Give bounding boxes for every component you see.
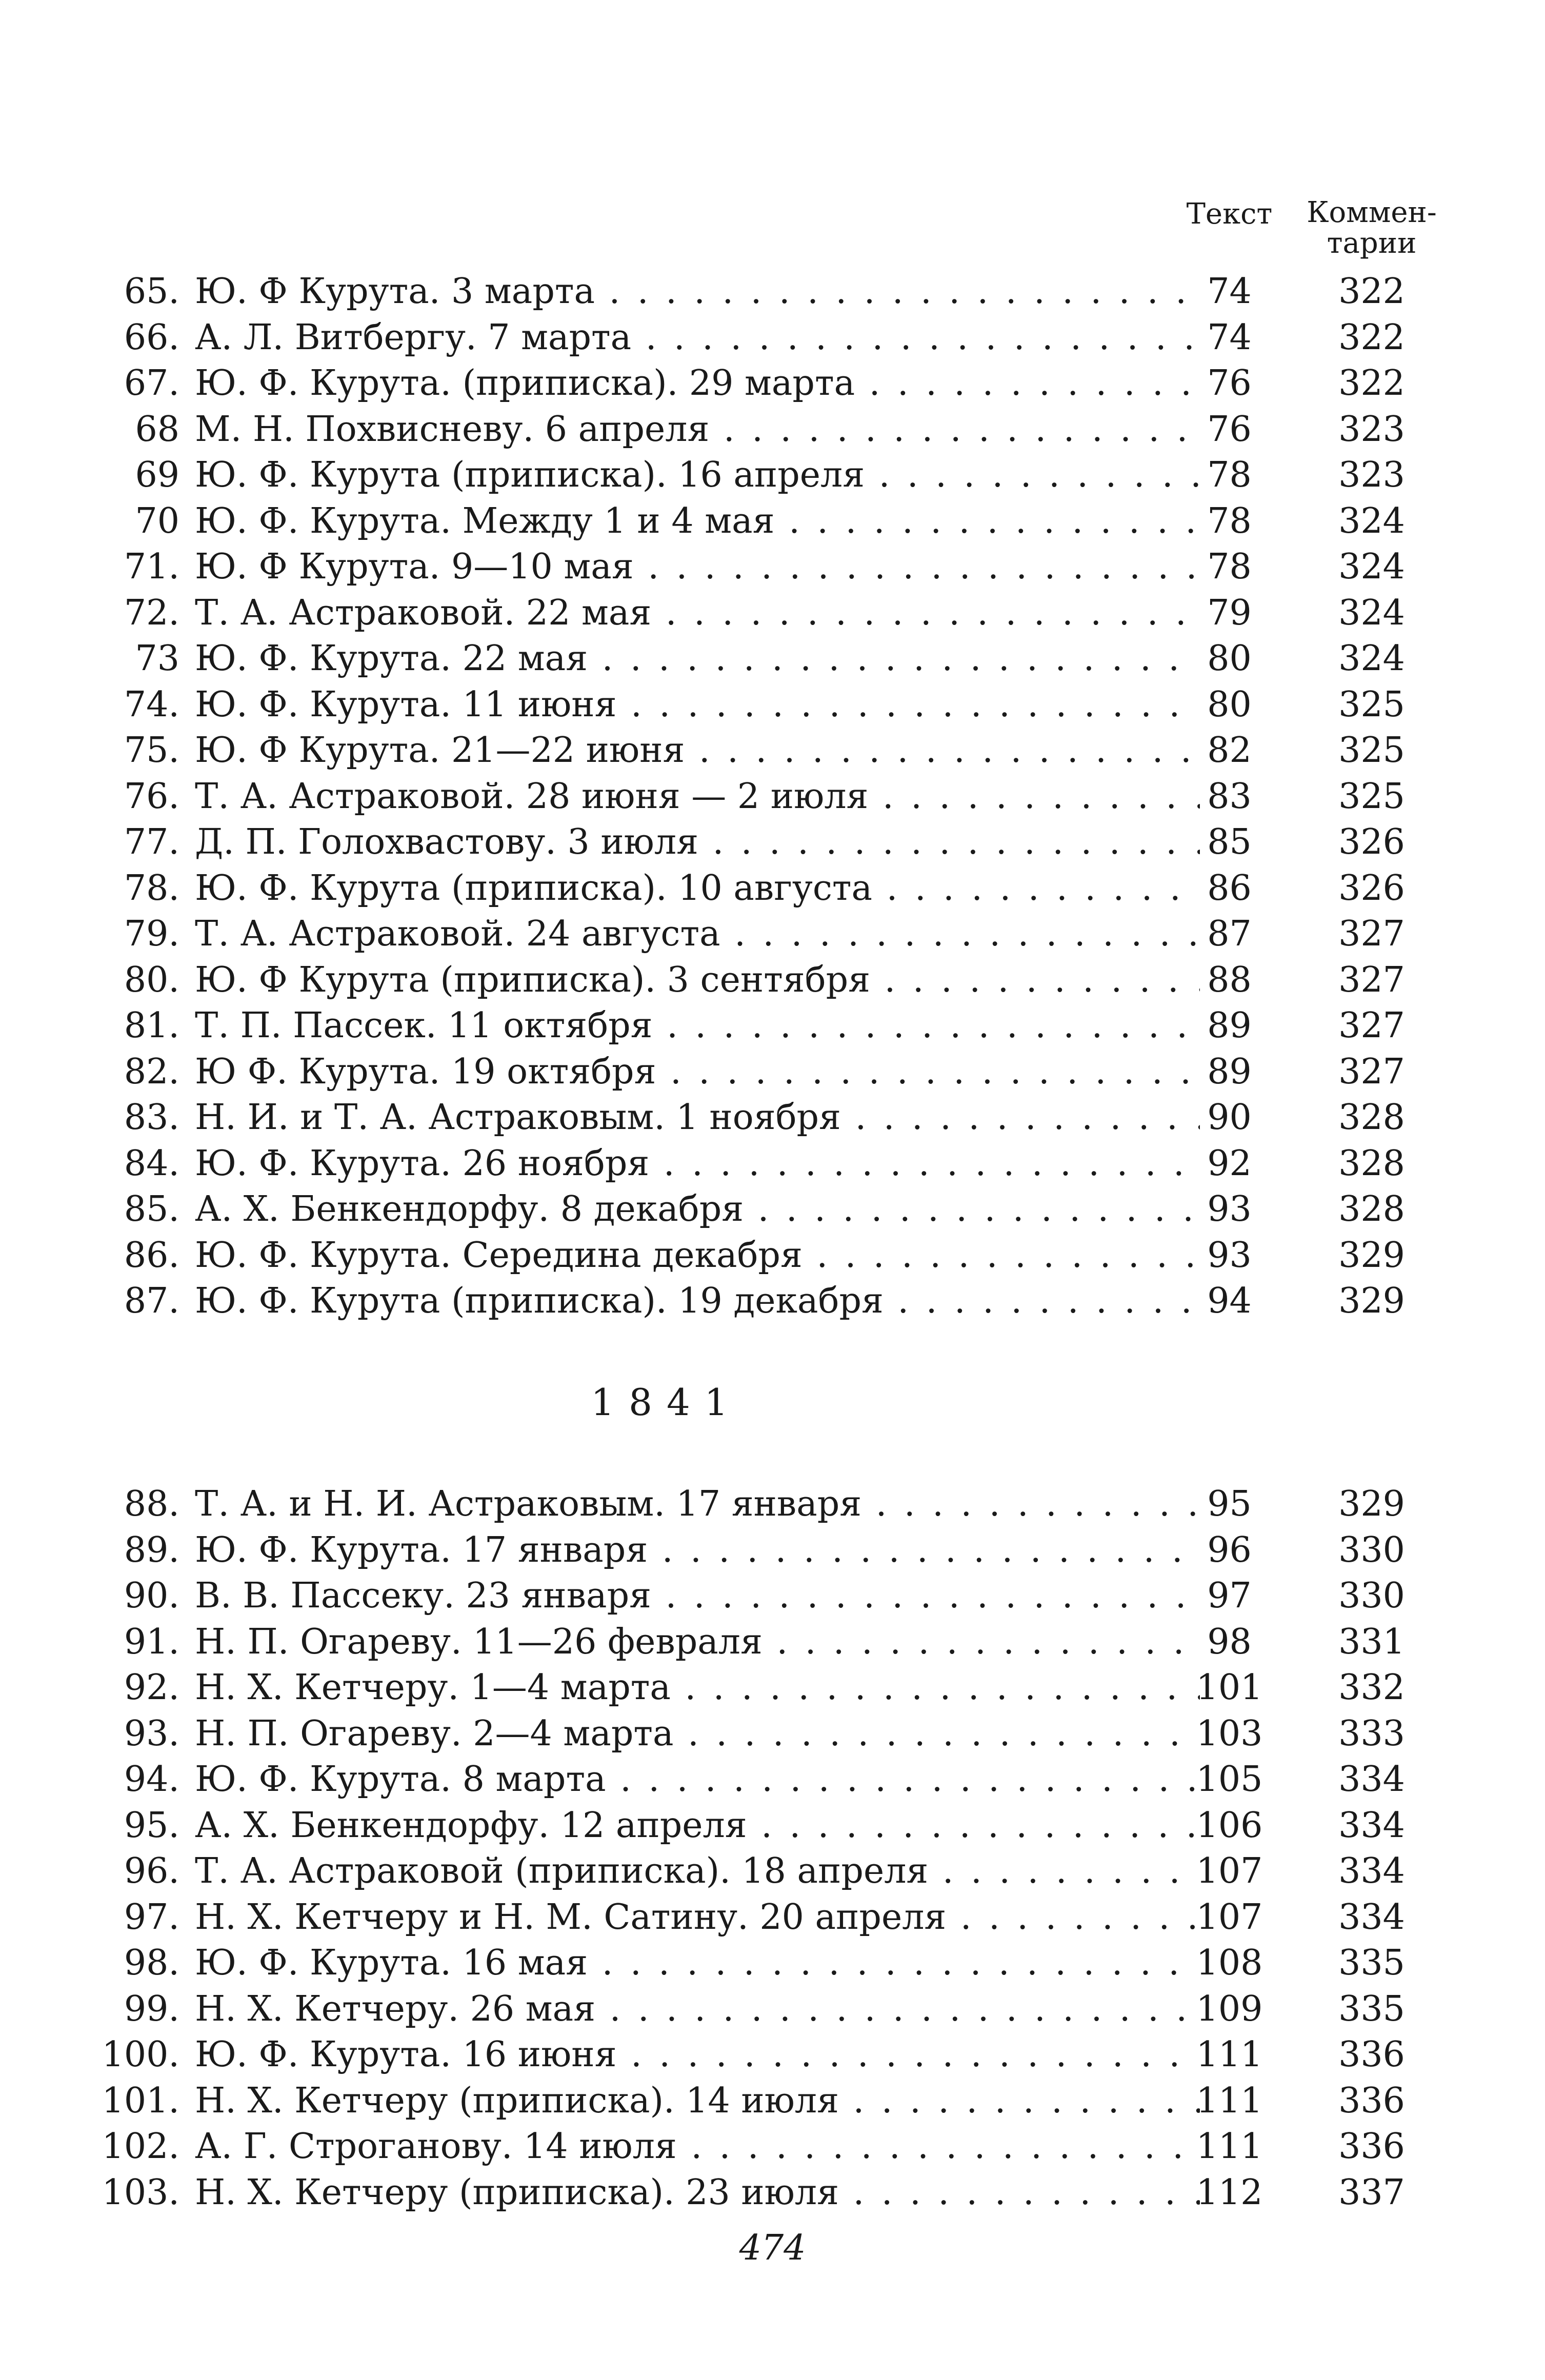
entry-number: 92.	[124, 1667, 179, 1708]
entry-comments-page: 334	[1338, 1759, 1405, 1800]
entry-text-page: 112	[1196, 2172, 1263, 2213]
entry-row	[0, 1528, 1545, 1573]
entry-row	[0, 1620, 1545, 1665]
entry-title: Ю. Ф Курута (приписка). 3 сентября . . .	[195, 958, 1200, 1003]
entry-number: 89.	[124, 1529, 179, 1570]
entry-comments-page: 333	[1338, 1713, 1405, 1754]
entry-row	[0, 1233, 1545, 1278]
entry-comments-page: 335	[1338, 1988, 1405, 2029]
entry-row	[0, 1574, 1545, 1619]
entry-text-page: 103	[1196, 1713, 1263, 1754]
entry-title: Т. А. и Н. И. Астраковым. 17 января . . .	[195, 1482, 1200, 1527]
entry-text-page: 74	[1207, 271, 1252, 312]
entry-text-page: 107	[1196, 1851, 1263, 1891]
entry-title: Ю. Ф. Курута (приписка). 16 апреля . . .	[195, 453, 1200, 498]
entry-text-page: 80	[1207, 638, 1252, 679]
entry-comments-page: 322	[1338, 317, 1405, 358]
entry-title: Т. А. Астраковой (приписка). 18 апреля . . .	[195, 1849, 1200, 1894]
entry-number: 101.	[102, 2080, 179, 2121]
entry-number: 80.	[124, 959, 179, 1000]
entry-number: 72.	[124, 592, 179, 633]
entry-row	[0, 1279, 1545, 1324]
entry-text-page: 96	[1207, 1529, 1252, 1570]
entry-row	[0, 820, 1545, 865]
entry-comments-page: 334	[1338, 1897, 1405, 1938]
entry-title: Ю. Ф Курута. 21—22 июня . . .	[195, 728, 1200, 773]
entry-row	[0, 1757, 1545, 1802]
entry-text-page: 76	[1207, 363, 1252, 404]
entry-title: Ю. Ф. Курута. 8 марта . . .	[195, 1757, 1200, 1802]
entry-title: Ю. Ф. Курута. Между 1 и 4 мая . . .	[195, 499, 1200, 544]
entry-number: 65.	[124, 271, 179, 312]
entry-title: Ю. Ф. Курута. (приписка). 29 марта . . .	[195, 361, 1200, 406]
entry-number: 73	[135, 638, 179, 679]
entry-row	[0, 361, 1545, 406]
entry-comments-page: 329	[1338, 1484, 1405, 1524]
entry-title: Ю. Ф Курута. 9—10 мая . . .	[195, 544, 1200, 590]
entry-number: 71.	[124, 547, 179, 587]
entry-number: 94.	[124, 1759, 179, 1800]
entry-text-page: 97	[1207, 1576, 1252, 1616]
entry-text-page: 89	[1207, 1005, 1252, 1046]
column-headers	[1174, 197, 1461, 279]
entry-number: 90.	[124, 1576, 179, 1616]
entry-row	[0, 728, 1545, 773]
entry-row	[0, 1141, 1545, 1186]
entry-row	[0, 958, 1545, 1003]
entry-title: Ю. Ф. Курута. 11 июня . . .	[195, 682, 1200, 728]
entry-title: В. В. Пассеку. 23 января . . .	[195, 1574, 1200, 1619]
entry-row	[0, 591, 1545, 636]
entry-number: 102.	[102, 2126, 179, 2167]
entry-text-page: 78	[1207, 500, 1252, 541]
entry-text-page: 82	[1207, 730, 1252, 771]
entry-title: Н. П. Огареву. 2—4 марта . . .	[195, 1711, 1200, 1757]
entry-comments-page: 324	[1338, 638, 1405, 679]
entry-row	[0, 1095, 1545, 1140]
entry-text-page: 107	[1196, 1897, 1263, 1938]
entry-row	[0, 315, 1545, 360]
entry-row	[0, 1050, 1545, 1095]
entry-title: А. Х. Бенкендорфу. 12 апреля . . .	[195, 1803, 1200, 1848]
entry-text-page: 98	[1207, 1621, 1252, 1662]
entry-text-page: 80	[1207, 684, 1252, 725]
entry-text-page: 105	[1196, 1759, 1263, 1800]
entry-text-page: 79	[1207, 592, 1252, 633]
entry-comments-page: 336	[1338, 2080, 1405, 2121]
entry-text-page: 78	[1207, 455, 1252, 495]
page-number: 474	[739, 2228, 806, 2268]
entry-row	[0, 912, 1545, 957]
entry-title: Ю. Ф. Курута. 26 ноября . . .	[195, 1141, 1200, 1186]
entry-number: 85.	[124, 1189, 179, 1229]
entry-number: 75.	[124, 730, 179, 771]
entry-comments-page: 325	[1338, 730, 1405, 771]
entry-number: 78.	[124, 868, 179, 909]
entry-title: Ю. Ф. Курута. 16 июня . . .	[195, 2032, 1200, 2078]
entry-comments-page: 326	[1338, 868, 1405, 909]
entry-row	[0, 1482, 1545, 1527]
entry-number: 66.	[124, 317, 179, 358]
entry-comments-page: 329	[1338, 1235, 1405, 1276]
entry-row	[0, 1895, 1545, 1940]
entry-title: Н. Х. Кетчеру. 26 мая . . .	[195, 1987, 1200, 2032]
entry-number: 103.	[102, 2172, 179, 2213]
entry-comments-page: 328	[1338, 1143, 1405, 1184]
entry-number: 99.	[124, 1988, 179, 2029]
entry-row	[0, 499, 1545, 544]
entry-comments-page: 336	[1338, 2034, 1405, 2075]
entry-text-page: 85	[1207, 822, 1252, 862]
entry-comments-page: 325	[1338, 684, 1405, 725]
entry-number: 95.	[124, 1805, 179, 1846]
entry-title: Ю. Ф. Курута. Середина декабря . . .	[195, 1233, 1200, 1278]
entry-row	[0, 544, 1545, 590]
entry-comments-page: 327	[1338, 914, 1405, 954]
entry-row	[0, 453, 1545, 498]
entry-number: 81.	[124, 1005, 179, 1046]
entry-comments-page: 335	[1338, 1943, 1405, 1983]
entry-title: Т. А. Астраковой. 22 мая . . .	[195, 591, 1200, 636]
entry-comments-page: 324	[1338, 547, 1405, 587]
entry-row	[0, 1941, 1545, 1986]
entry-row	[0, 1665, 1545, 1710]
entry-comments-page: 322	[1338, 363, 1405, 404]
entry-title: Н. Х. Кетчеру (приписка). 23 июля . . .	[195, 2170, 1200, 2215]
entry-number: 86.	[124, 1235, 179, 1276]
entry-number: 83.	[124, 1097, 179, 1138]
entry-number: 82.	[124, 1051, 179, 1092]
entry-title: Т. А. Астраковой. 24 августа . . .	[195, 912, 1200, 957]
entry-text-page: 76	[1207, 409, 1252, 450]
entry-title: А. Л. Витбергу. 7 марта . . .	[195, 315, 1200, 360]
entry-number: 93.	[124, 1713, 179, 1754]
entry-comments-page: 326	[1338, 822, 1405, 862]
entry-title: Т. П. Пассек. 11 октября . . .	[195, 1003, 1200, 1048]
entry-text-page: 108	[1196, 1943, 1263, 1983]
entry-comments-page: 329	[1338, 1281, 1405, 1321]
entry-title: Ю. Ф. Курута (приписка). 19 декабря . . .	[195, 1279, 1200, 1324]
entry-comments-page: 337	[1338, 2172, 1405, 2213]
entry-title: Ю. Ф. Курута. 16 мая . . .	[195, 1941, 1200, 1986]
entry-comments-page: 331	[1338, 1621, 1405, 1662]
entry-comments-page: 330	[1338, 1529, 1405, 1570]
entry-number: 88.	[124, 1484, 179, 1524]
entry-text-page: 94	[1207, 1281, 1252, 1321]
entry-row	[0, 1987, 1545, 2032]
entry-row	[0, 2079, 1545, 2124]
entry-row	[0, 682, 1545, 728]
entry-text-page: 74	[1207, 317, 1252, 358]
entry-comments-page: 324	[1338, 500, 1405, 541]
entry-text-page: 83	[1207, 776, 1252, 817]
entry-text-page: 111	[1196, 2034, 1263, 2075]
entry-number: 79.	[124, 914, 179, 954]
entry-title: Ю Ф. Курута. 19 октября . . .	[195, 1050, 1200, 1095]
entry-comments-page: 327	[1338, 1051, 1405, 1092]
entry-number: 77.	[124, 822, 179, 862]
entry-number: 91.	[124, 1621, 179, 1662]
entry-text-page: 111	[1196, 2080, 1263, 2121]
entry-number: 87.	[124, 1281, 179, 1321]
entry-title: Ю. Ф. Курута (приписка). 10 августа . . .	[195, 866, 1200, 911]
entry-comments-page: 328	[1338, 1189, 1405, 1229]
entry-comments-page: 325	[1338, 776, 1405, 817]
entry-comments-page: 328	[1338, 1097, 1405, 1138]
entry-comments-page: 332	[1338, 1667, 1405, 1708]
entry-title: М. Н. Похвисневу. 6 апреля . . .	[195, 407, 1200, 452]
entry-number: 70	[135, 500, 179, 541]
entry-title: Д. П. Голохвастову. 3 июля . . .	[195, 820, 1200, 865]
entry-title: Ю. Ф Курута. 3 марта . . .	[195, 269, 1200, 314]
entry-row	[0, 636, 1545, 681]
entry-row	[0, 1003, 1545, 1048]
entry-text-page: 93	[1207, 1235, 1252, 1276]
entry-comments-page: 334	[1338, 1805, 1405, 1846]
entry-row	[0, 407, 1545, 452]
entry-title: Н. Х. Кетчеру. 1—4 марта . . .	[195, 1665, 1200, 1710]
entry-row	[0, 1849, 1545, 1894]
entry-row	[0, 2170, 1545, 2215]
entry-text-page: 87	[1207, 914, 1252, 954]
entry-comments-page: 322	[1338, 271, 1405, 312]
entry-title: Ю. Ф. Курута. 22 мая . . .	[195, 636, 1200, 681]
entry-text-page: 92	[1207, 1143, 1252, 1184]
entry-title: Н. И. и Т. А. Астраковым. 1 ноября . . .	[195, 1095, 1200, 1140]
entry-text-page: 95	[1207, 1484, 1252, 1524]
entry-row	[0, 1803, 1545, 1848]
entry-text-page: 109	[1196, 1988, 1263, 2029]
entry-number: 98.	[124, 1943, 179, 1983]
entry-comments-page: 323	[1338, 409, 1405, 450]
entry-number: 96.	[124, 1851, 179, 1891]
entry-text-page: 106	[1196, 1805, 1263, 1846]
entry-title: Н. П. Огареву. 11—26 февраля . . .	[195, 1620, 1200, 1665]
entry-text-page: 89	[1207, 1051, 1252, 1092]
entry-comments-page: 334	[1338, 1851, 1405, 1891]
entry-row	[0, 2124, 1545, 2169]
entry-text-page: 111	[1196, 2126, 1263, 2167]
entry-row	[0, 2032, 1545, 2078]
entry-text-page: 93	[1207, 1189, 1252, 1229]
entry-comments-page: 336	[1338, 2126, 1405, 2167]
entry-row	[0, 866, 1545, 911]
entry-comments-page: 327	[1338, 1005, 1405, 1046]
entry-number: 84.	[124, 1143, 179, 1184]
entry-title: Н. Х. Кетчеру (приписка). 14 июля . . .	[195, 2079, 1200, 2124]
entry-number: 76.	[124, 776, 179, 817]
entry-comments-page: 324	[1338, 592, 1405, 633]
entry-row	[0, 1711, 1545, 1757]
entry-text-page: 78	[1207, 547, 1252, 587]
entry-text-page: 90	[1207, 1097, 1252, 1138]
year-heading: 1841	[591, 1381, 743, 1424]
column-header-text: Текст	[1186, 197, 1273, 231]
entry-text-page: 88	[1207, 959, 1252, 1000]
entry-title: А. Г. Строганову. 14 июля . . .	[195, 2124, 1200, 2169]
entry-title: Т. А. Астраковой. 28 июня — 2 июля . . .	[195, 774, 1200, 819]
entry-row	[0, 269, 1545, 314]
entry-title: А. Х. Бенкендорфу. 8 декабря . . .	[195, 1187, 1200, 1232]
entry-comments-page: 327	[1338, 959, 1405, 1000]
entry-number: 67.	[124, 363, 179, 404]
entry-title: Ю. Ф. Курута. 17 января . . .	[195, 1528, 1200, 1573]
entry-text-page: 101	[1196, 1667, 1263, 1708]
column-header-comments: Коммен- тарии	[1307, 196, 1437, 260]
entry-number: 100.	[102, 2034, 179, 2075]
entry-text-page: 86	[1207, 868, 1252, 909]
entry-number: 68	[135, 409, 179, 450]
entry-comments-page: 323	[1338, 455, 1405, 495]
entry-number: 97.	[124, 1897, 179, 1938]
entry-row	[0, 774, 1545, 819]
entry-number: 74.	[124, 684, 179, 725]
entry-comments-page: 330	[1338, 1576, 1405, 1616]
entry-number: 69	[135, 455, 179, 495]
entry-title: Н. Х. Кетчеру и Н. М. Сатину. 20 апреля . . .	[195, 1895, 1200, 1940]
entry-row	[0, 1187, 1545, 1232]
